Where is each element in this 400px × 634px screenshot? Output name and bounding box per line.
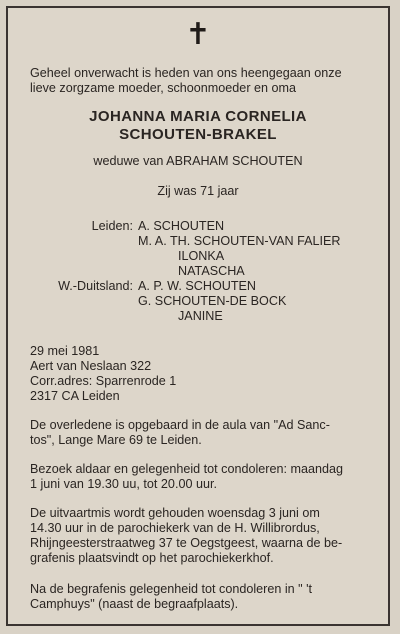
- deceased-name: JOHANNA MARIA CORNELIA: [89, 108, 307, 125]
- family-place-leiden: Leiden:: [91, 219, 133, 233]
- family-name: JANINE: [178, 309, 223, 323]
- family-name: G. SCHOUTEN-DE BOCK: [138, 294, 287, 308]
- family-place-duitsland: W.-Duitsland:: [58, 279, 133, 293]
- paragraph-line: Na de begrafenis gelegenheid tot condoleren in " 't: [30, 582, 313, 596]
- paragraph-line: De uitvaartmis wordt gehouden woensdag 3 juni om: [30, 506, 320, 520]
- family-name: NATASCHA: [178, 264, 245, 278]
- family-name: M. A. TH. SCHOUTEN-VAN FALIER: [138, 234, 341, 248]
- paragraph-line: 1 juni van 19.30 uu, tot 20.00 uur.: [30, 477, 217, 491]
- family-name: ILONKA: [178, 249, 225, 263]
- widow-of-text: weduwe van ABRAHAM SCHOUTEN: [93, 154, 303, 168]
- paragraph-line: Bezoek aldaar en gelegenheid tot condoleren: maandag: [30, 462, 343, 476]
- intro-line-2: lieve zorgzame moeder, schoonmoeder en oma: [30, 81, 297, 95]
- intro-line-1: Geheel onverwacht is heden van ons heengegaan onze: [30, 66, 342, 80]
- address-line: 29 mei 1981: [30, 344, 100, 358]
- family-name: A. SCHOUTEN: [138, 219, 225, 233]
- address-line: Aert van Neslaan 322: [30, 359, 152, 373]
- paragraph-line: 14.30 uur in de parochiekerk van de H. Willibrordus,: [30, 521, 320, 535]
- cross-icon: ✝: [185, 17, 211, 52]
- family-name: A. P. W. SCHOUTEN: [138, 279, 257, 293]
- age-text: Zij was 71 jaar: [157, 184, 239, 198]
- obituary-card: [6, 6, 390, 626]
- paragraph-line: De overledene is opgebaard in de aula van "Ad Sanc-: [30, 418, 330, 432]
- paragraph-line: grafenis plaatsvindt op het parochiekerkhof.: [30, 551, 274, 565]
- paragraph-line: Rhijngeesterstraatweg 37 te Oegstgeest, waarna de be-: [30, 536, 343, 550]
- paragraph-line: tos", Lange Mare 69 te Leiden.: [30, 433, 202, 447]
- paragraph-line: Camphuys" (naast de begraafplaats).: [30, 597, 239, 611]
- deceased-surname: SCHOUTEN-BRAKEL: [119, 126, 277, 143]
- address-line: Corr.adres: Sparrenrode 1: [30, 374, 177, 388]
- address-line: 2317 CA Leiden: [30, 389, 120, 403]
